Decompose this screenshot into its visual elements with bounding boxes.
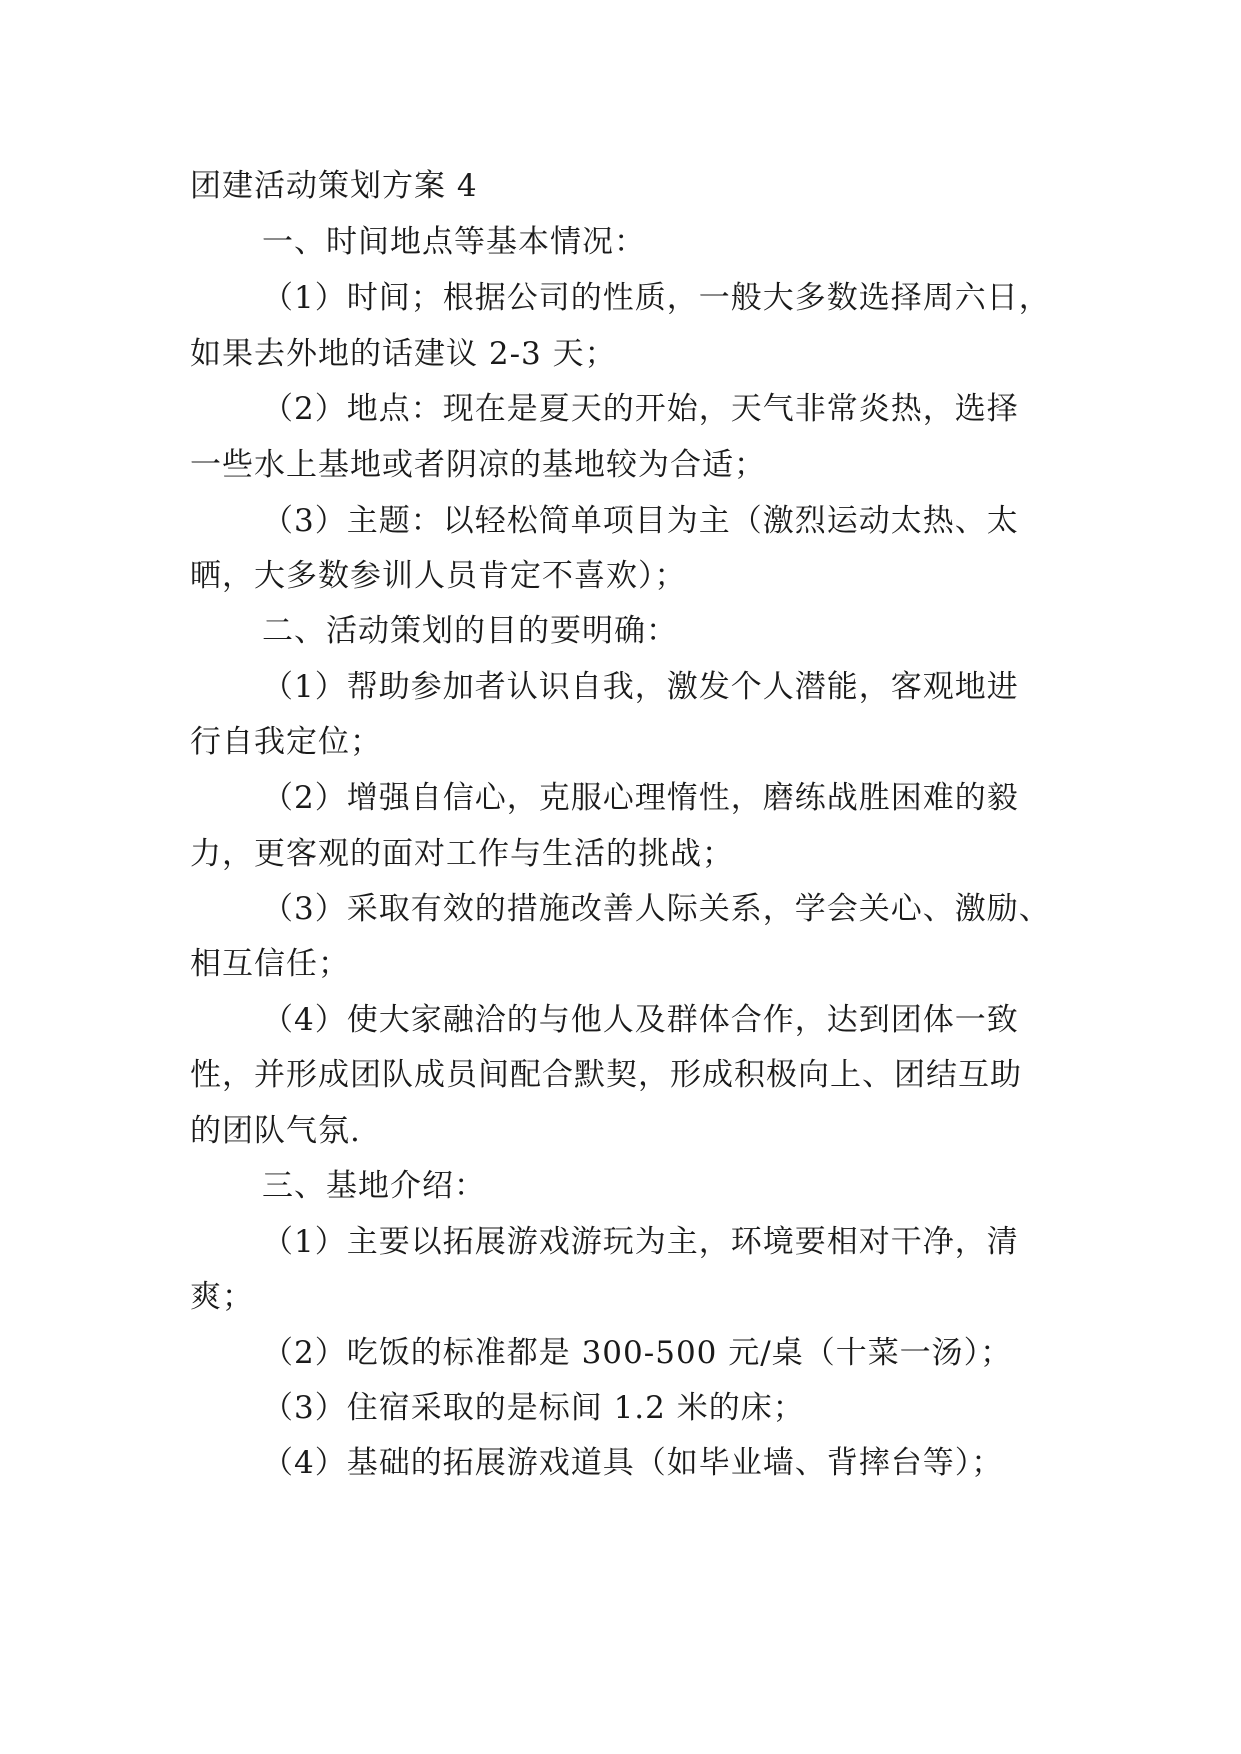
section-heading-2: 二、活动策划的目的要明确：: [262, 613, 678, 649]
paragraph-line: 力，更客观的面对工作与生活的挑战；: [190, 836, 734, 872]
paragraph-line: 一些水上基地或者阴凉的基地较为合适；: [190, 447, 766, 483]
paragraph-line: 晒，大多数参训人员肯定不喜欢）；: [190, 558, 687, 594]
paragraph-line: （3）采取有效的措施改善人际关系，学会关心、激励、: [262, 891, 1051, 927]
paragraph-line: （2）地点：现在是夏天的开始，天气非常炎热，选择: [262, 391, 1019, 427]
paragraph-line: （3）主题：以轻松简单项目为主（激烈运动太热、太: [262, 503, 1019, 539]
paragraph-line: 相互信任；: [190, 946, 350, 982]
section-heading-1: 一、时间地点等基本情况：: [262, 224, 646, 260]
document-title: 团建活动策划方案 4: [190, 168, 478, 204]
paragraph-line: 如果去外地的话建议 2-3 天；: [190, 336, 617, 372]
paragraph-line: 性，并形成团队成员间配合默契，形成积极向上、团结互助: [190, 1057, 1022, 1093]
paragraph-line: （3）住宿采取的是标间 1.2 米的床；: [262, 1390, 805, 1426]
paragraph-line: （2）增强自信心，克服心理惰性，磨练战胜困难的毅: [262, 780, 1019, 816]
paragraph-line: 爽；: [190, 1279, 254, 1315]
paragraph-line: （4）基础的拓展游戏道具（如毕业墙、背摔台等）；: [262, 1445, 1004, 1481]
paragraph-line: 行自我定位；: [190, 724, 382, 760]
paragraph-line: （1）时间；根据公司的性质，一般大多数选择周六日，: [262, 280, 1051, 316]
paragraph-line: 的团队气氛.: [190, 1113, 361, 1149]
section-heading-3: 三、基地介绍：: [262, 1168, 486, 1204]
paragraph-line: （1）帮助参加者认识自我，激发个人潜能，客观地进: [262, 669, 1019, 705]
paragraph-line: （1）主要以拓展游戏游玩为主，环境要相对干净，清: [262, 1224, 1019, 1260]
paragraph-line: （4）使大家融洽的与他人及群体合作，达到团体一致: [262, 1002, 1019, 1038]
paragraph-line: （2）吃饭的标准都是 300-500 元/桌（十菜一汤）；: [262, 1335, 1013, 1371]
